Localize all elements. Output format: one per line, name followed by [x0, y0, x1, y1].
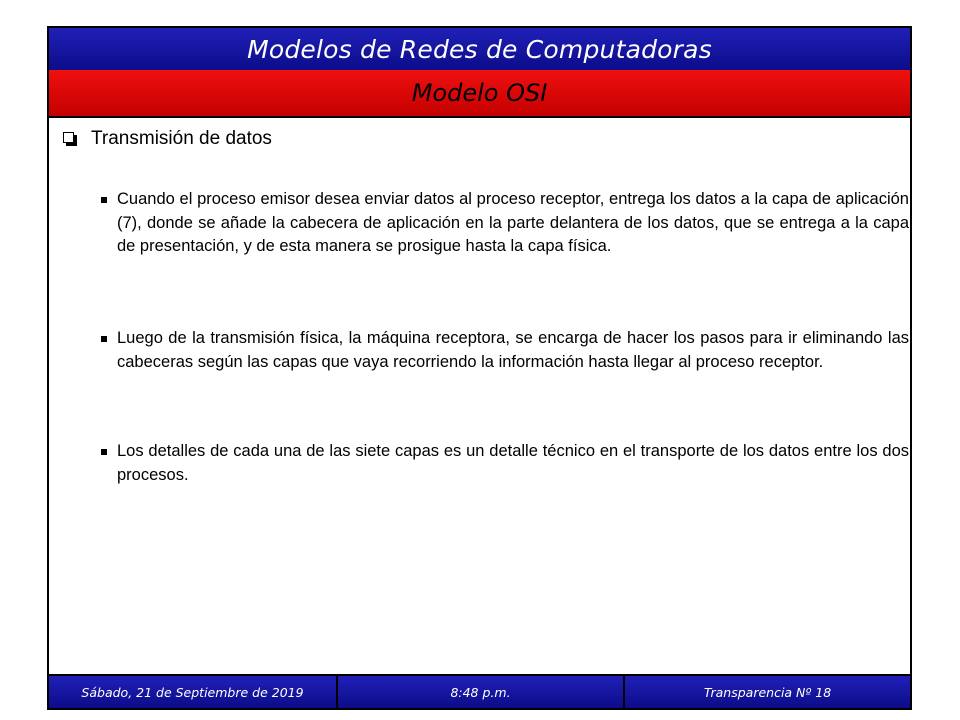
title-bar: [49, 28, 910, 72]
slide-subtitle: Modelo OSI: [411, 79, 548, 107]
footer-slide-number: Transparencia Nº 18: [625, 676, 910, 708]
section-heading: [63, 128, 272, 150]
square-bullet-icon: [101, 336, 107, 342]
bullet-text: Cuando el proceso emisor desea enviar datos al proceso receptor, entrega los datos a la capa de aplicación (7), donde se añade la cabecera de aplicación en la parte delantera de los datos, que se entrega a la capa de presentación, y de esta manera se prosigue hasta la capa física.: [117, 190, 909, 255]
footer-date: Sábado, 21 de Septiembre de 2019: [49, 676, 338, 708]
footer-time: 8:48 p.m.: [338, 676, 625, 708]
slide: [47, 26, 912, 710]
subtitle-bar: [49, 70, 910, 118]
bullet-text: Los detalles de cada una de las siete capas es un detalle técnico en el transporte de los datos entre los dos procesos.: [117, 442, 909, 484]
bullet-item: [101, 327, 909, 374]
square-bullet-icon: [101, 449, 107, 455]
slide-content: [49, 118, 910, 678]
bullet-item: [101, 188, 909, 259]
footer: [49, 674, 910, 708]
slide-title: Modelos de Redes de Computadoras: [247, 34, 712, 64]
section-heading-text: Transmisión de datos: [91, 128, 272, 149]
square-bullet-icon: [101, 197, 107, 203]
checkbox-icon: [63, 132, 77, 146]
bullet-item: [101, 440, 909, 487]
bullet-text: Luego de la transmisión física, la máquina receptora, se encarga de hacer los pasos para ir eliminando las cabeceras según las capas que vaya recorriendo la información hasta llegar al proceso receptor.: [117, 329, 909, 371]
